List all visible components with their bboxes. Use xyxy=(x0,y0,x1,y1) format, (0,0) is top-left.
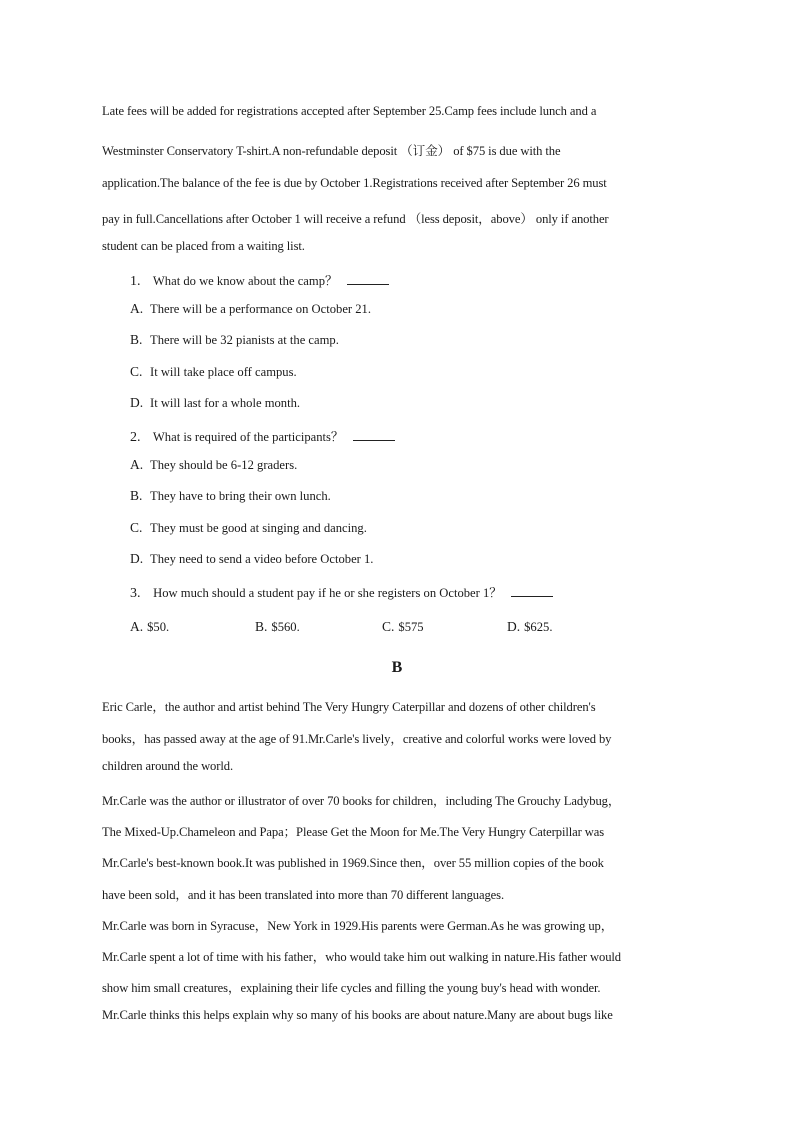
section-heading: B xyxy=(391,659,403,676)
option-text: It will take place off campus. xyxy=(150,365,297,379)
passage-a-line: Late fees will be added for registrations accepted after September 25.Camp fees include lunch and a xyxy=(102,104,597,118)
passage-b-line: Mr.Carle spent a lot of time with his father，who would take him out walking in nature.His father would xyxy=(102,950,621,964)
option-text: $50. xyxy=(147,620,170,634)
passage-b-line: Mr.Carle was born in Syracuse，New York in 1929.His parents were German.As he was growing up， xyxy=(102,919,614,933)
option-text: It will last for a whole month. xyxy=(150,396,301,410)
question-number: 1. xyxy=(130,274,141,289)
question-number: 3. xyxy=(130,586,141,601)
question-1 xyxy=(130,270,389,290)
passage-b-line: have been sold，and it has been translated into more than 70 different languages. xyxy=(102,888,504,902)
option-letter: C. xyxy=(382,619,395,634)
option-text: $625. xyxy=(524,620,553,634)
option-letter: D. xyxy=(130,551,144,566)
option[interactable] xyxy=(130,332,339,348)
option-letter: B. xyxy=(255,619,268,634)
option-letter: D. xyxy=(130,395,144,410)
option-letter: B. xyxy=(130,332,143,347)
option-letter: C. xyxy=(130,364,143,379)
option-letter: C. xyxy=(130,520,143,535)
question-text: What do we know about the camp？ xyxy=(152,274,338,288)
option-letter: A. xyxy=(130,457,144,472)
option[interactable] xyxy=(130,619,169,635)
option-letter: B. xyxy=(130,488,143,503)
option-letter: A. xyxy=(130,301,144,316)
option[interactable] xyxy=(255,619,300,635)
passage-b-line: show him small creatures，explaining their life cycles and filling the young buy's head with wonder. xyxy=(102,981,601,995)
option-text: They must be good at singing and dancing. xyxy=(150,521,367,535)
question-3 xyxy=(130,582,553,602)
answer-blank[interactable] xyxy=(511,586,553,597)
answer-blank[interactable] xyxy=(347,274,389,285)
passage-b-line: Eric Carle，the author and artist behind The Very Hungry Caterpillar and dozens of other children's xyxy=(102,700,596,714)
question-2 xyxy=(130,426,395,446)
passage-b-line: Mr.Carle thinks this helps explain why so many of his books are about nature.Many are about bugs like xyxy=(102,1008,613,1022)
option-text: There will be 32 pianists at the camp. xyxy=(150,333,339,347)
option[interactable] xyxy=(130,364,297,380)
question-text: What is required of the participants？ xyxy=(152,430,344,444)
passage-a-line: Westminster Conservatory T-shirt.A non-refundable deposit （订金） of $75 is due with the xyxy=(102,144,561,158)
passage-b-line: The Mixed-Up.Chameleon and Papa；Please Get the Moon for Me.The Very Hungry Caterpillar was xyxy=(102,825,605,839)
option[interactable] xyxy=(130,551,373,567)
question-number: 2. xyxy=(130,430,141,445)
question-text: How much should a student pay if he or she registers on October 1？ xyxy=(153,586,502,600)
option[interactable] xyxy=(382,619,424,635)
passage-a-line: student can be placed from a waiting list. xyxy=(102,239,305,253)
option-text: They have to bring their own lunch. xyxy=(150,489,331,503)
option[interactable] xyxy=(130,488,331,504)
option-text: They should be 6-12 graders. xyxy=(150,458,298,472)
option-text: $575 xyxy=(398,620,424,634)
option[interactable] xyxy=(130,457,297,473)
passage-b-line: books，has passed away at the age of 91.Mr.Carle's lively，creative and colorful works were loved by xyxy=(102,732,612,746)
option[interactable] xyxy=(130,395,300,411)
passage-a-line: application.The balance of the fee is due by October 1.Registrations received after September 26 must xyxy=(102,176,607,190)
option[interactable] xyxy=(507,619,552,635)
option-text: $560. xyxy=(271,620,300,634)
option-text: They need to send a video before October 1. xyxy=(150,552,374,566)
passage-b-line: Mr.Carle was the author or illustrator of over 70 books for children，including The Grouchy Ladybug， xyxy=(102,794,621,808)
option-letter: D. xyxy=(507,619,521,634)
option-text: There will be a performance on October 21. xyxy=(150,302,371,316)
passage-b-line: Mr.Carle's best-known book.It was published in 1969.Since then，over 55 million copies of the book xyxy=(102,856,604,870)
option[interactable] xyxy=(130,301,371,317)
option[interactable] xyxy=(130,520,367,536)
answer-blank[interactable] xyxy=(353,430,395,441)
option-letter: A. xyxy=(130,619,144,634)
passage-a-line: pay in full.Cancellations after October 1 will receive a refund （less deposit，above） only if another xyxy=(102,212,609,226)
passage-b-line: children around the world. xyxy=(102,759,233,773)
